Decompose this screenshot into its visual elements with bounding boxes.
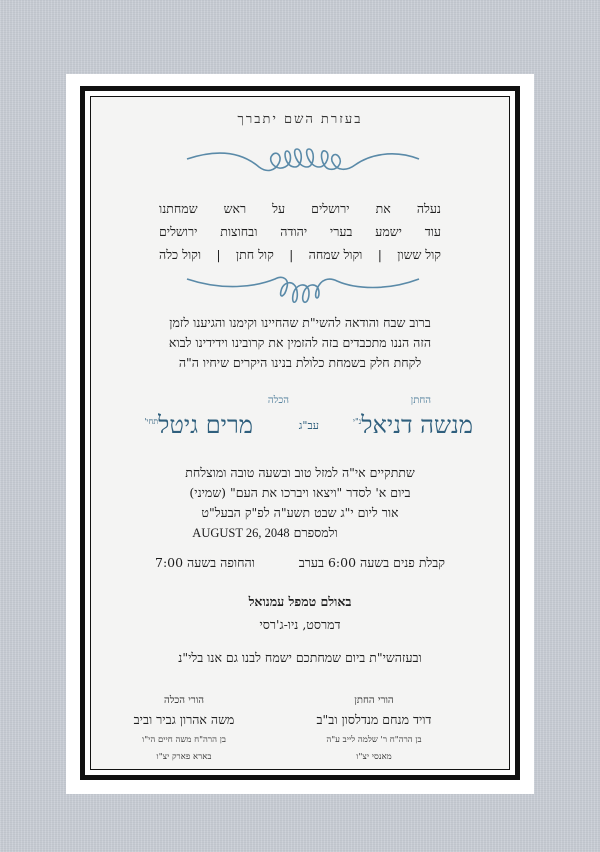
verse-line-1: [159, 201, 441, 217]
verse-word: בערי: [329, 224, 353, 239]
bride-parents-city: בארא פארק יצ"ו: [156, 752, 212, 762]
times-line: [155, 553, 445, 573]
top-line: בעזרת השם יתברך: [237, 112, 363, 127]
closing-line: ובעזהשי"ת ביום שמחתכם ישמח לבנו גם אנו בלי"נ: [178, 650, 422, 665]
bride-label: הכלה: [267, 395, 289, 406]
verse-word: את: [375, 201, 391, 216]
groom-parents-name: דויד מנחם מנדלסון וב"ב: [316, 712, 432, 727]
verse-word: נעלה: [416, 201, 441, 216]
groom-parents-lineage: בן הרה"ח ר' שלמה לייב ע"ה: [326, 735, 422, 745]
bride-suffix: תחי': [144, 417, 159, 426]
bride-parents-name: משה אהרון גביר וביב: [133, 712, 235, 727]
event-line: אור ליום י"ג שבט תשע"ה לפ"ק הבעל"ט: [201, 505, 399, 520]
verse-line-3: [159, 247, 441, 263]
groom-label: החתן: [410, 395, 431, 406]
invitation-card: [66, 74, 534, 794]
event-date-line: [21, 525, 509, 541]
intro-line: לקחת חלק בשמחת כלולת בנינו היקרים שיחיו ה"ה: [178, 355, 422, 370]
verse-word: שמחתנו: [159, 201, 198, 216]
verse-word: ראש: [223, 201, 247, 216]
chuppah-time: והחופה בשעה 7:00: [155, 555, 255, 570]
event-line: ביום א' לסדר "ויצאו ויברכו את העם" (שמיני): [189, 485, 411, 500]
verse-word: וקול שמחה: [308, 247, 363, 262]
verse-word: קול ששון: [397, 247, 441, 262]
verse-word: עוד: [424, 224, 441, 239]
verse-divider: |: [216, 247, 221, 262]
groom-name-text: מנשה דניאל: [361, 411, 473, 439]
verse-word: קול חתן: [235, 247, 274, 262]
verse-word: יהודה: [280, 224, 308, 239]
frame-gap: [85, 91, 515, 775]
intro-line: הזה הננו מתכבדים בזה להזמין את קרובינו וידידינו לבוא: [168, 335, 432, 350]
verse-divider: |: [289, 247, 294, 262]
verse-line-2: [159, 224, 441, 240]
verse-word: ירושלים: [311, 201, 350, 216]
verse-word: על: [272, 201, 286, 216]
verse-word: ובחוצות: [220, 224, 258, 239]
bride-name-text: מרים גיטל: [158, 411, 253, 439]
intro-paragraph: [149, 313, 451, 373]
groom-parents-label: הורי החתן: [354, 695, 394, 706]
bride-parents-label: הורי הכלה: [163, 695, 205, 706]
bottom-flourish-ornament: [183, 265, 423, 309]
groom-parents: [289, 695, 459, 762]
groom-name: [353, 411, 473, 440]
verse-word: וקול כלה: [159, 247, 202, 262]
bride-parents: [99, 695, 269, 762]
bride-name: [144, 411, 253, 440]
reception-time: קבלת פנים בשעה 6:00 בערב: [298, 555, 445, 570]
date-english: AUGUST 26, 2048: [192, 526, 290, 540]
verse-word: ירושלים: [159, 224, 198, 239]
verse-word: ישמע: [375, 224, 402, 239]
top-flourish-ornament: [183, 141, 423, 185]
invitation-body: [90, 96, 510, 770]
event-line: שתתקיים אי"ה למזל טוב ובשעה טובה ומוצלחת: [185, 465, 415, 480]
venue-name: באולם טמפל עמנואל: [248, 594, 352, 609]
intro-line: ברוב שבח והודאה להשי"ת שהחיינו וקימנו והגיענו לזמן: [169, 315, 431, 330]
black-frame: [80, 86, 520, 780]
event-details: [149, 463, 451, 523]
conjunction: עב"ג: [298, 419, 319, 432]
date-hebrew: ולמספרם: [293, 525, 338, 540]
groom-suffix: נ"י: [352, 417, 362, 426]
venue-location: דמרסט, ניו-ג'רסי: [259, 617, 341, 632]
groom-parents-city: מאנסי יצ"ו: [356, 752, 392, 762]
bride-parents-lineage: בן הרה"ח משה חיים הי"ו: [142, 735, 226, 745]
verse-divider: |: [377, 247, 382, 262]
